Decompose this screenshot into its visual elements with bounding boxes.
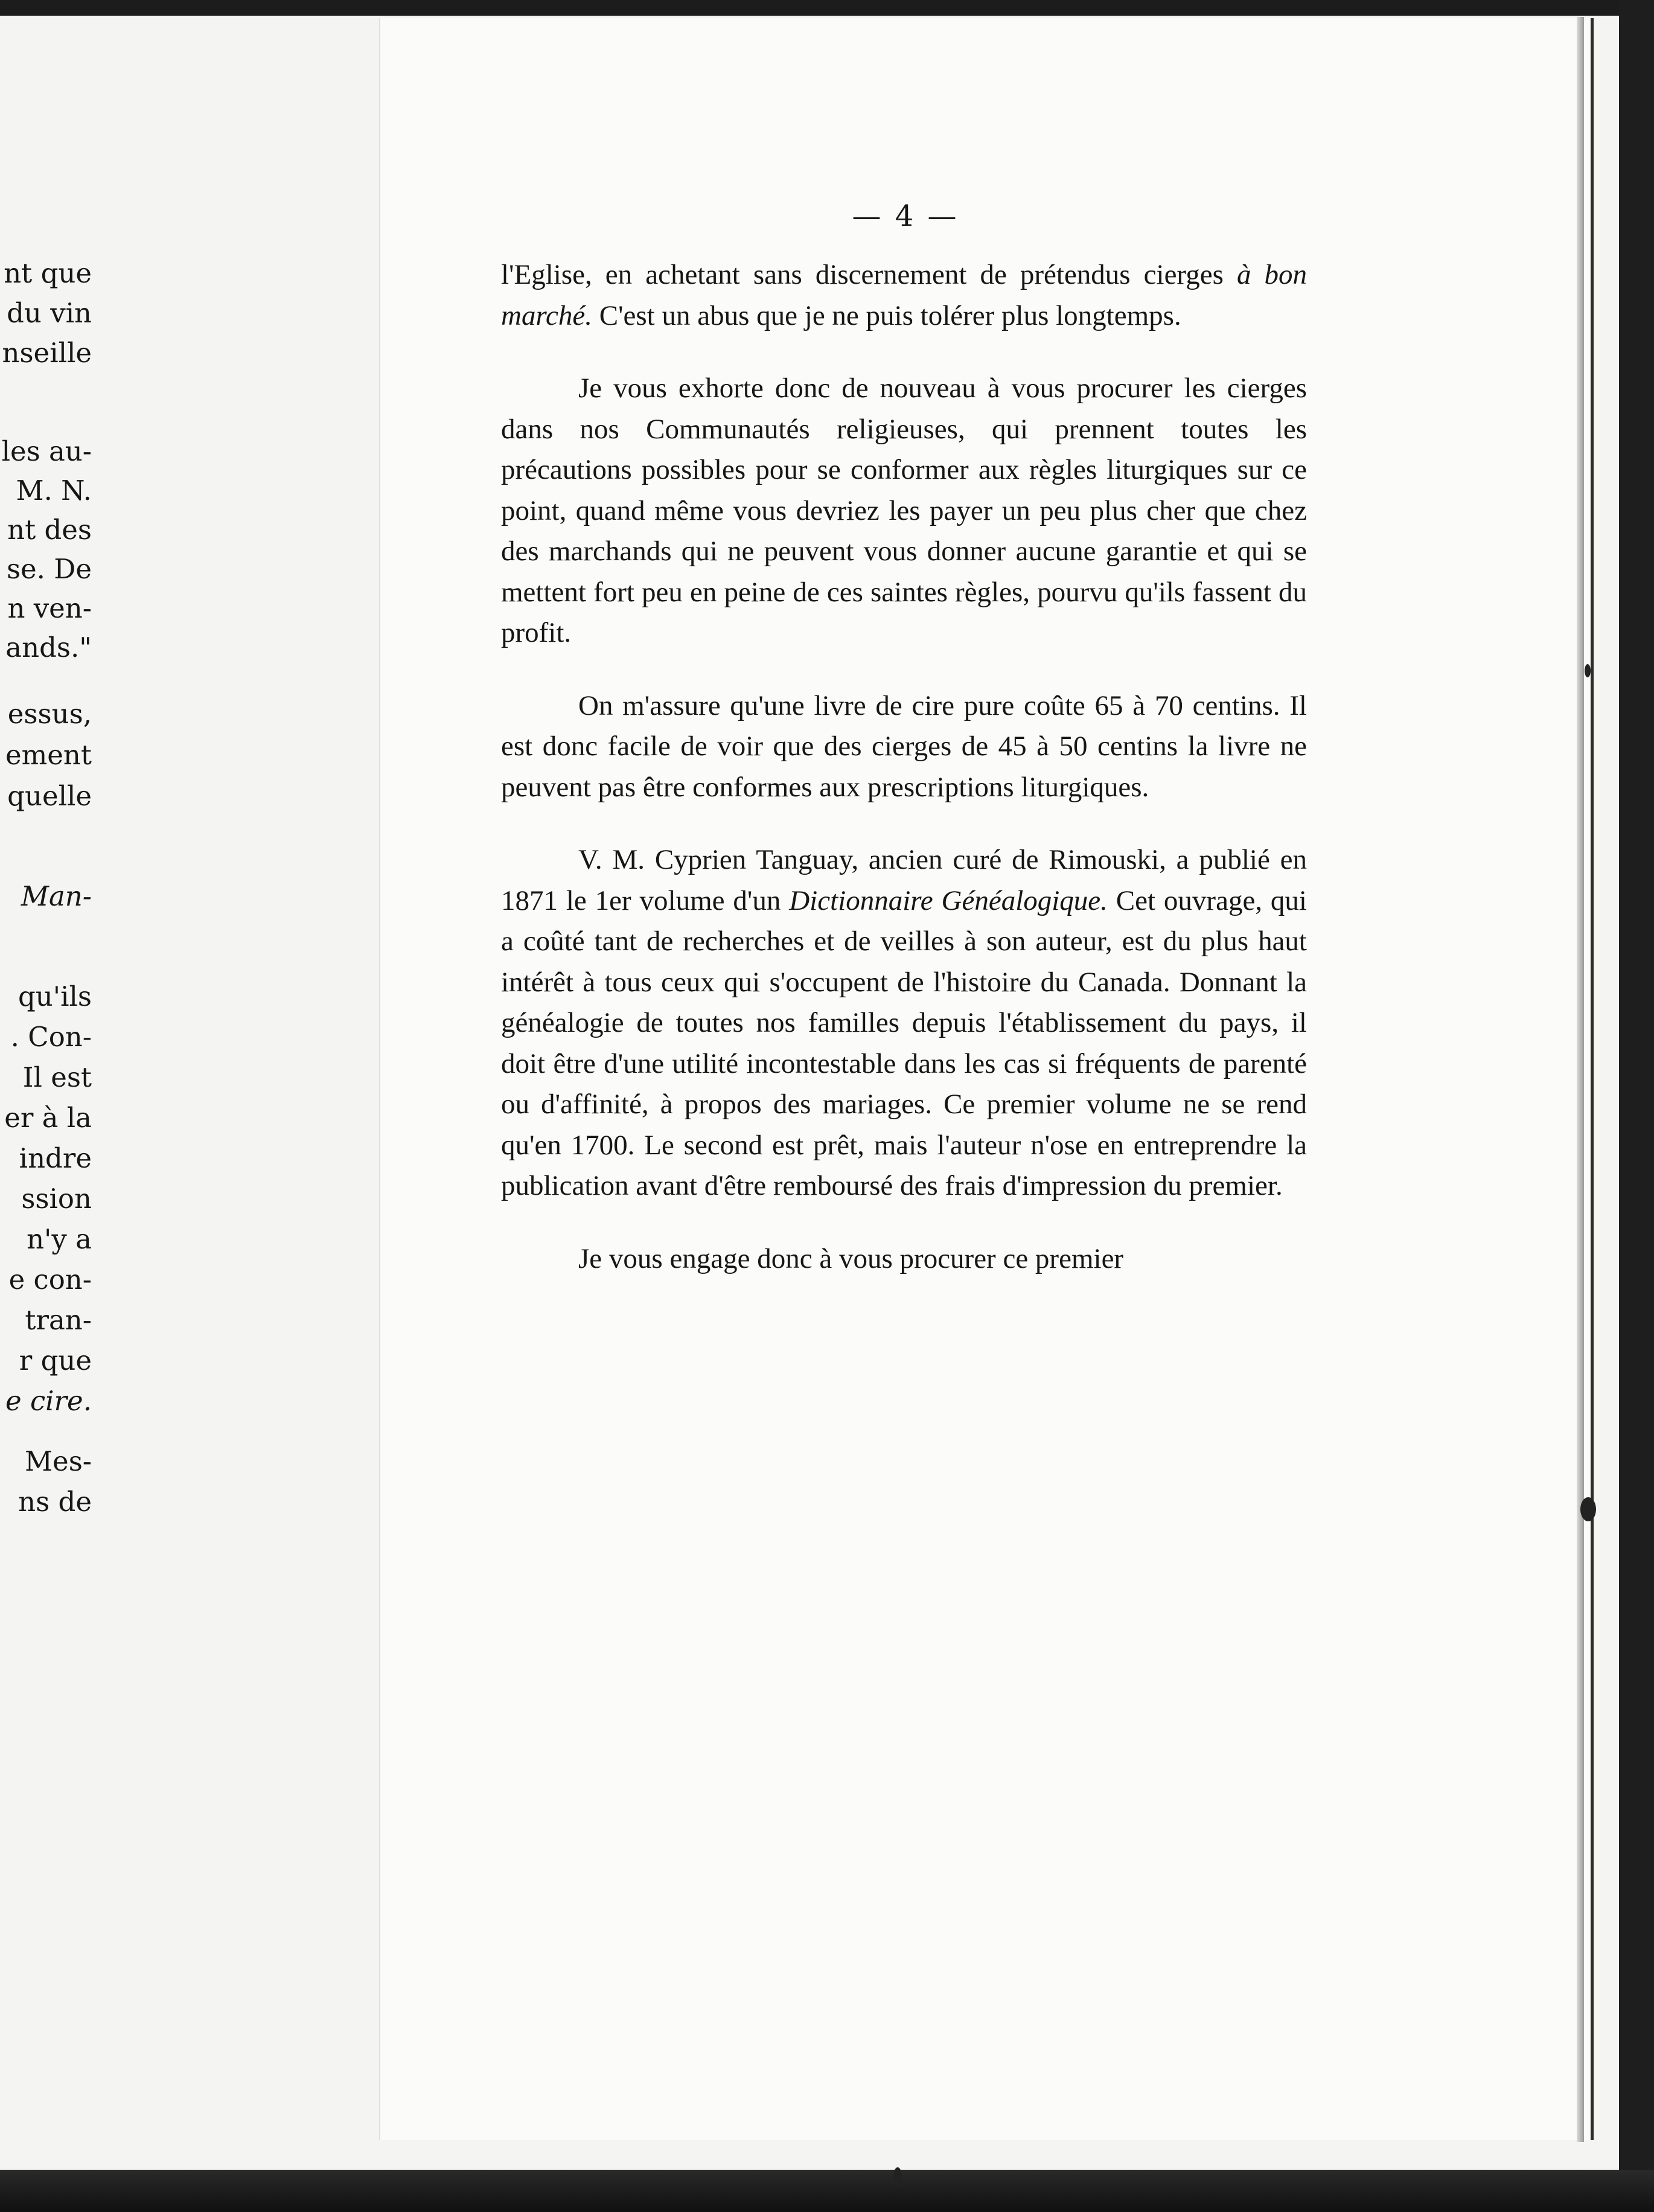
left-page-margin [0,0,97,2212]
left-fragment: nt des [7,514,92,546]
left-fragment: n ven- [7,592,92,624]
left-fragment: e cire. [5,1385,92,1417]
paragraph-text: V. M. Cyprien Tanguay, ancien curé de Rimouski, a publié en 1871 le 1er volume d'un [501,844,1307,916]
emphasis-text: à bon marché. [501,259,1307,331]
left-fragment: essus, [7,698,92,730]
left-fragment: Man- [21,880,92,912]
scan-bottom-edge [0,2170,1654,2212]
left-fragment: Il est [22,1061,92,1093]
left-fragment: n'y a [27,1223,92,1255]
left-fragment: ands." [5,631,92,663]
left-fragment: nt que [4,257,92,289]
left-fragment: r que [19,1344,92,1376]
left-fragment: tran- [25,1304,92,1336]
left-fragment: ement [5,739,92,771]
left-fragment: nseille [2,337,92,369]
paragraph-1 [501,255,1307,336]
scan-speck [893,2167,902,2185]
left-fragment: e con- [8,1264,92,1296]
paragraph-4 [501,840,1307,1207]
left-fragment: indre [19,1142,92,1174]
left-fragment: quelle [7,780,92,812]
left-fragment: se. De [6,553,92,585]
scan-right-edge [1619,0,1654,2212]
emphasis-text: Dictionnaire Généalogique. [789,884,1108,916]
paragraph-text: l'Eglise, en achetant sans discernement de prétendus cierges [501,259,1237,290]
paragraph-text: C'est un abus que je ne puis tolérer plus longtemps. [592,299,1181,331]
page-fold-edge [1577,17,1584,2142]
page-body [501,255,1307,1279]
scan-speck [1585,664,1591,677]
left-fragment: . Con- [10,1021,92,1053]
scan-speck [1580,1497,1596,1521]
paragraph-3: On m'assure qu'une livre de cire pure coûte 65 à 70 centins. Il est donc facile de voir que des cierges de 45 à 50 centins la livre ne peuvent pas être conformes aux prescriptions liturgiques. [501,689,1307,803]
paragraph-5: Je vous engage donc à vous procurer ce premier [578,1242,1124,1274]
left-fragment: er à la [4,1102,92,1134]
paragraph-text: Cet ouvrage, qui a coûté tant de recherches et de veilles à son auteur, est du plus haut intérêt à tous ceux qui s'occupent de l'histoire du Canada. Donnant la généalogie de toutes nos familles depuis l'établissement du pays, il doit être d'une utilité incontestable dans les cas si fréquents de parenté ou d'affinité, à propos des mariages. Ce premier volume ne se rend qu'en 1700. Le second est prêt, mais l'auteur n'ose en entreprendre la publication avant d'être remboursé des frais d'impression du premier. [501,884,1307,1201]
left-fragment: M. N. [16,475,92,507]
scan-top-edge [0,0,1654,16]
left-fragment: Mes- [24,1445,92,1477]
left-fragment: ns de [18,1486,92,1518]
left-fragment: du vin [7,297,92,329]
paragraph-2: Je vous exhorte donc de nouveau à vous procurer les cierges dans nos Communautés religieuses, qui prennent toutes les précautions possibles pour se conformer aux règles liturgiques sur ce point, quand même vous devriez les payer un peu plus cher que chez des marchands qui ne peuvent vous donner aucune garantie et qui se mettent fort peu en peine de ces saintes règles, pourvu qu'ils fassent du profit. [501,372,1307,648]
left-fragment: les au- [1,435,92,467]
page-number: — 4 — [852,199,959,233]
left-fragment: qu'ils [18,980,92,1012]
left-fragment: ssion [21,1183,92,1215]
